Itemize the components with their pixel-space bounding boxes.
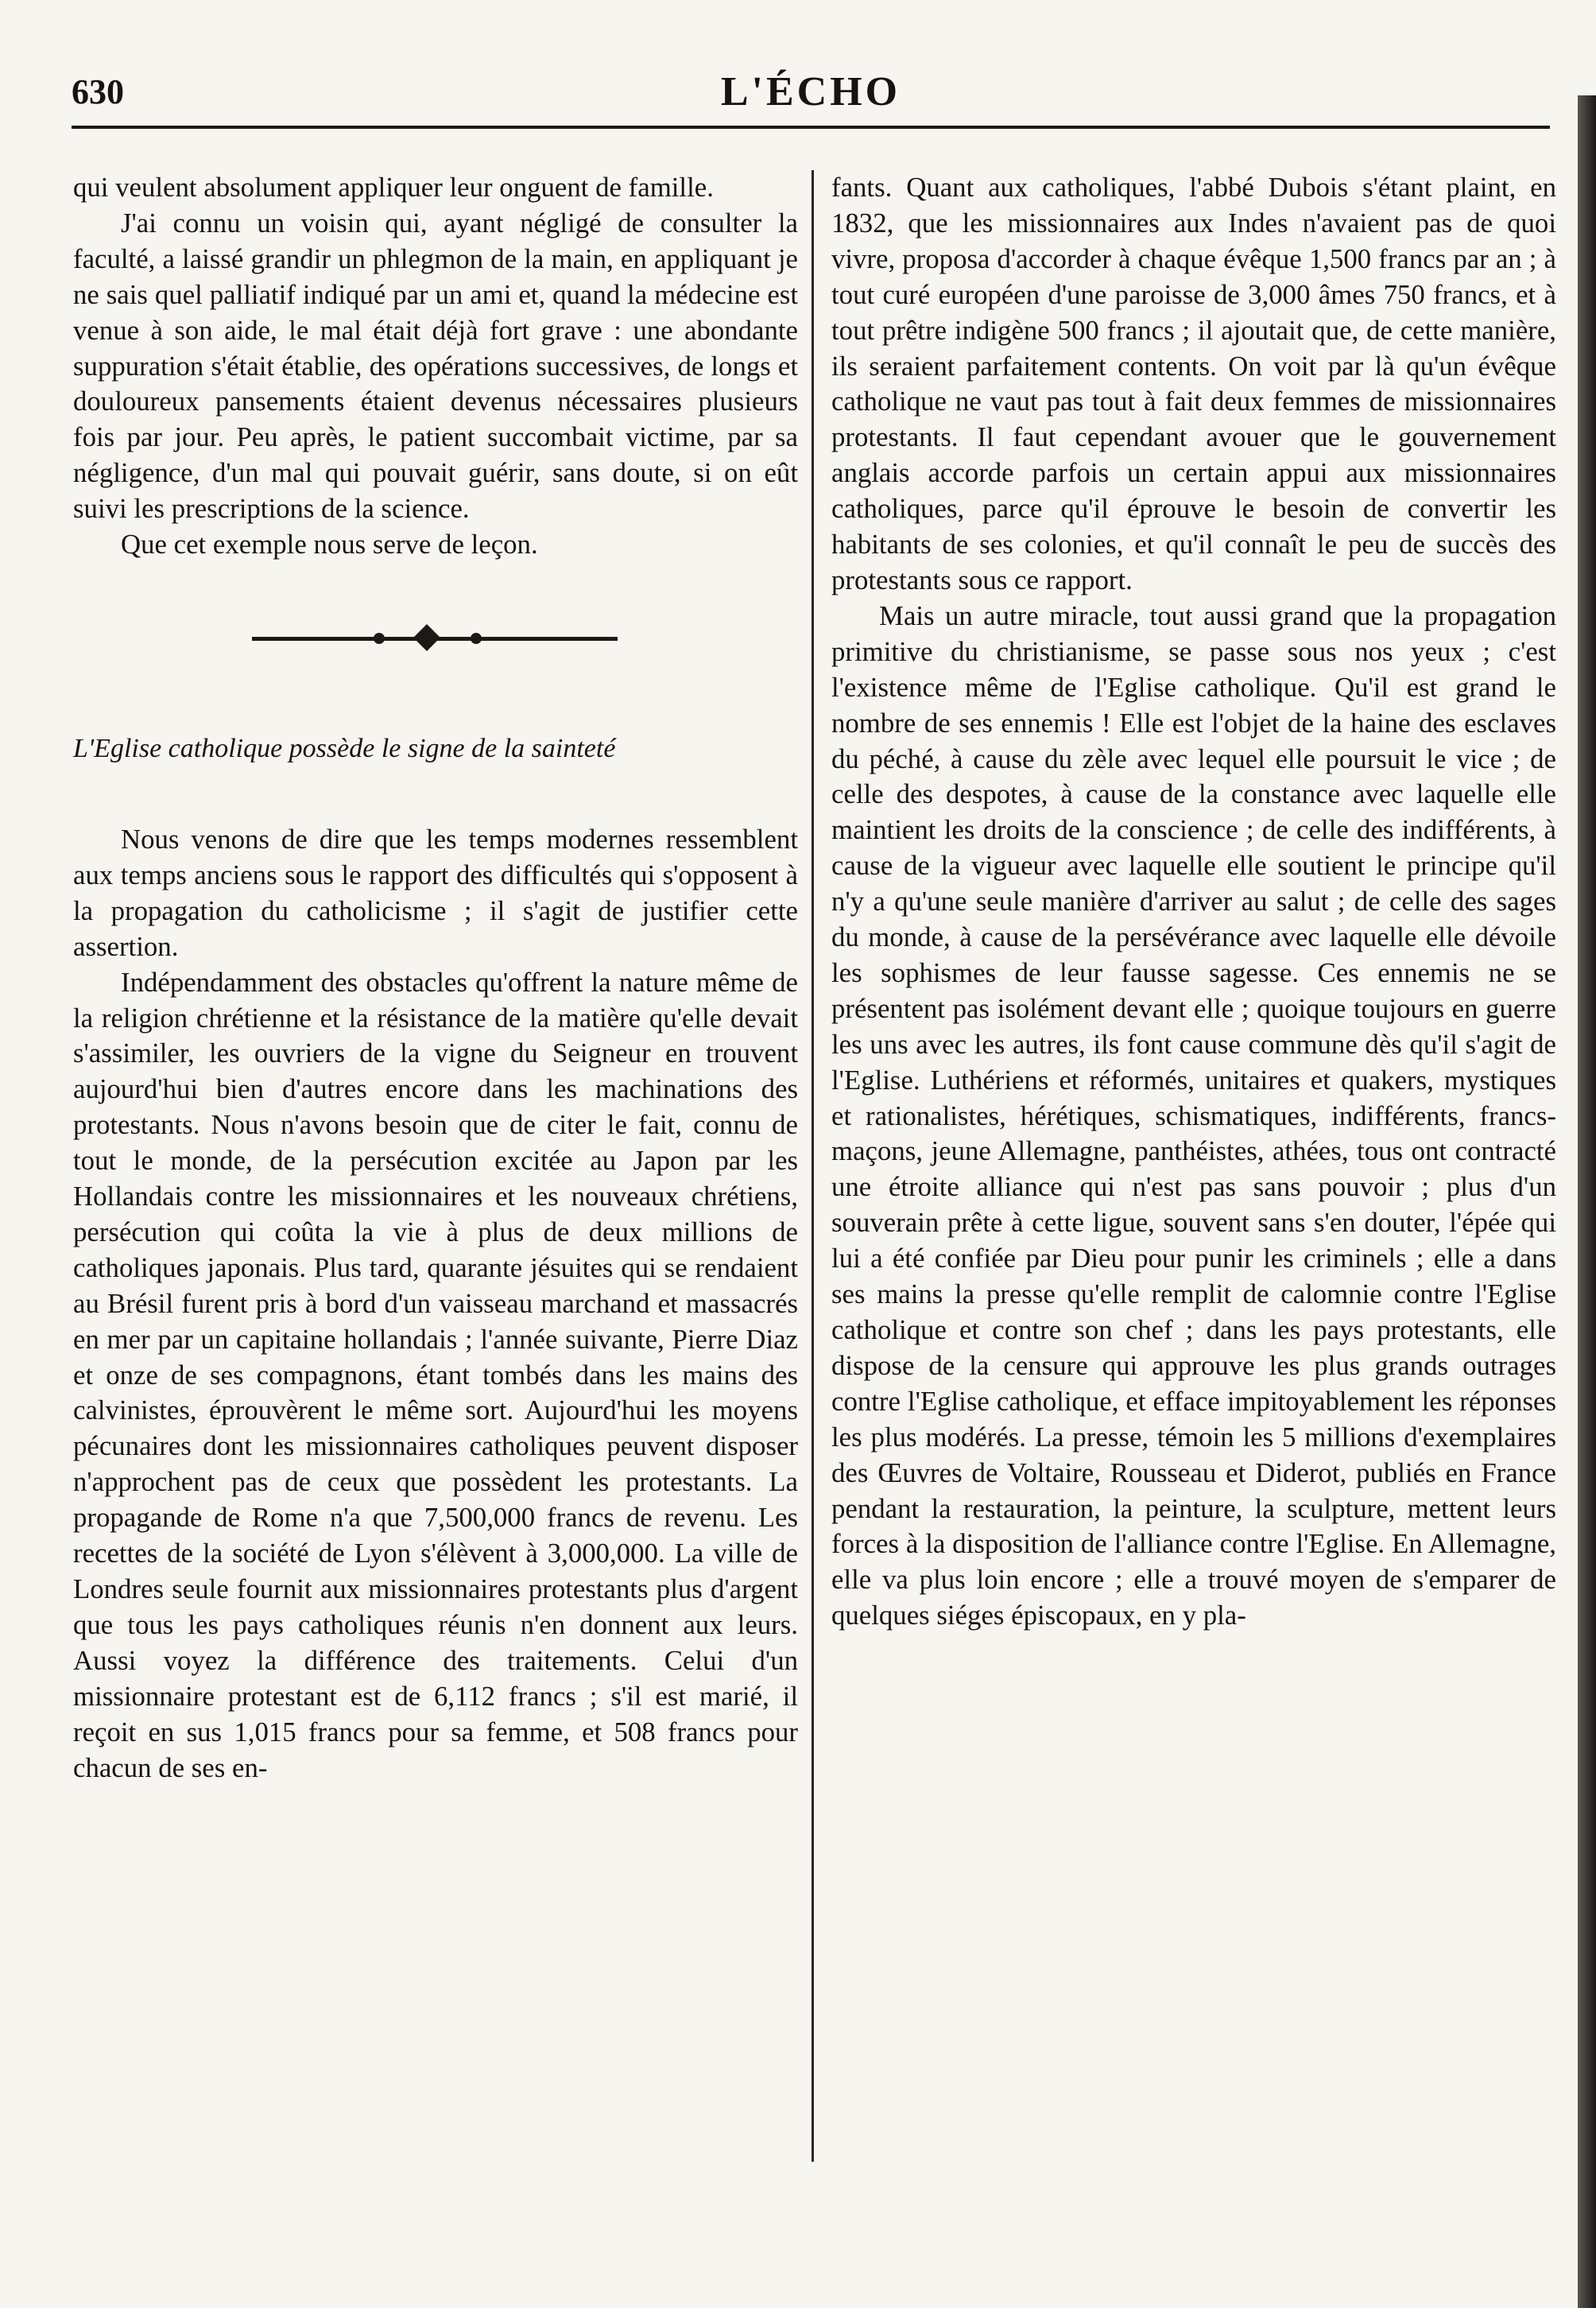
section-heading: L'Eglise catholique possède le signe de la sainteté [73, 733, 616, 763]
page-edge-shadow [1578, 95, 1596, 2308]
page-number: 630 [72, 72, 124, 111]
paragraph: qui veulent absolument appliquer leur onguent de famille. [73, 172, 714, 203]
paragraph: Nous venons de dire que les temps modernes ressemblent aux temps anciens sous le rapport des difficultés qui s'opposent à la propagation du catholicisme ; il s'agit de justifier cette assertion. [73, 823, 798, 962]
section-ornament [73, 622, 798, 657]
header-rule [72, 126, 1550, 129]
column-divider [812, 170, 814, 2162]
running-title: L'ÉCHO [720, 69, 901, 114]
paragraph: Que cet exemple nous serve de leçon. [121, 529, 538, 561]
paragraph: fants. Quant aux catholiques, l'abbé Dubois s'étant plaint, en 1832, que les missionnaires aux Indes n'avaient pas de quoi vivre, proposa d'accorder à chaque évêque 1,500 francs par an ; à tout curé européen d'une paroisse de 3,000 âmes 750 francs, et à tout prêtre indigène 500 francs ; il ajoutait que, de cette manière, ils seraient parfaitement contents. On voit par là qu'un évêque catholique ne vaut pas tout à fait deux femmes de missionnaires protestants. Il faut cependant avouer que le gouvernement anglais accorde parfois un certain appui aux missionnaires catholiques, parce qu'il éprouve le besoin de convertir les habitants de ses colonies, et qu'il connaît le peu de succès des protestants sous ce rapport. [831, 172, 1556, 595]
page-header [72, 68, 1550, 124]
paragraph: Mais un autre miracle, tout aussi grand que la propagation primitive du christianisme, se passe sous nos yeux ; c'est l'existence même de l'Eglise catholique. Qu'il est grand le nombre de ses ennemis ! Elle est l'objet de la haine des esclaves du péché, à cause du zèle avec lequel elle poursuit le vice ; de celle des despotes, à cause de la constance avec laquelle elle maintient les droits de la conscience ; de celle des indifférents, à cause de la vigueur avec laquelle elle soutient le principe qu'il n'y a qu'une seule manière d'arriver au salut ; de celle des sages du monde, à cause de la persévérance avec laquelle elle dévoile les sophismes de leur fausse sagesse. Ces ennemis ne se présentent pas isolément devant elle ; quoique toujours en guerre les uns avec les autres, ils font cause commune dès qu'il s'agit de l'Eglise. Luthériens et réformés, unitaires et quakers, mystiques et rationalistes, hérétiques, schismatiques, indifférents, francs-maçons, jeune Allemagne, panthéistes, athées, tous ont contracté une étroite alliance qui n'est pas sans pouvoir ; plus d'un souverain prête à cette ligue, souvent sans s'en douter, l'épée qui lui a été confiée par Dieu pour punir les criminels ; elle a dans ses mains la presse qu'elle remplit de calomnie contre l'Eglise catholique et contre son chef ; dans les pays protestants, elle dispose de la censure qui approuve les plus grands outrages contre l'Eglise catholique, et efface impitoyablement les réponses les plus modérés. La presse, témoin les 5 millions d'exemplaires des Œuvres de Voltaire, Rousseau et Diderot, publiés en France pendant la restauration, la peinture, la sculpture, mettent leurs forces à la disposition de l'alliance contre l'Eglise. En Allemagne, elle va plus loin encore ; elle a trouvé moyen de s'emparer de quelques siéges épiscopaux, en y pla- [831, 599, 1556, 1631]
right-column [831, 170, 1556, 1634]
left-column [73, 170, 798, 1786]
paragraph: Indépendamment des obstacles qu'offrent la nature même de la religion chrétienne et la résistance de la matière qu'elle devait s'assimiler, les ouvriers de la vigne du Seigneur en trouvent aujourd'hui bien d'autres encore dans les machinations des protestants. Nous n'avons besoin que de citer le fait, connu de tout le monde, de la persécution excitée au Japon par les Hollandais contre les missionnaires et les nouveaux chrétiens, persécution qui coûta la vie à plus de deux millions de catholiques japonais. Plus tard, quarante jésuites qui se rendaient au Brésil furent pris à bord d'un vaisseau marchand et massacrés en mer par un capitaine hollandais ; l'année suivante, Pierre Diaz et onze de ses compagnons, étant tombés dans les mains des calvinistes, éprouvèrent le même sort. Aujourd'hui les moyens pécunaires dont les missionnaires catholiques peuvent disposer n'approchent pas de ceux que possèdent les protestants. La propagande de Rome n'a que 7,500,000 francs de revenu. Les recettes de la société de Lyon s'élèvent à 3,000,000. La ville de Londres seule fournit aux missionnaires protestants plus d'argent que tous les pays catholiques réunis n'en donnent aux leurs. Aussi voyez la différence des traitements. Celui d'un missionnaire protestant est de 6,112 francs ; s'il est marié, il reçoit en sus 1,015 francs pour sa femme, et 508 francs pour chacun de ses en- [73, 966, 798, 1783]
paragraph: J'ai connu un voisin qui, ayant négligé de consulter la faculté, a laissé grandir un phlegmon de la main, en appliquant je ne sais quel palliatif indiqué par un ami et, quand la médecine est venue à son aide, le mal était déjà fort grave : une abondante suppuration s'était établie, des opérations successives, de longs et douloureux pansements étaient devenus nécessaires plusieurs fois par jour. Peu après, le patient succombait victime, par sa négligence, d'un mal qui pouvait guérir, sans doute, si on eût suivi les prescriptions de la science. [73, 207, 798, 525]
